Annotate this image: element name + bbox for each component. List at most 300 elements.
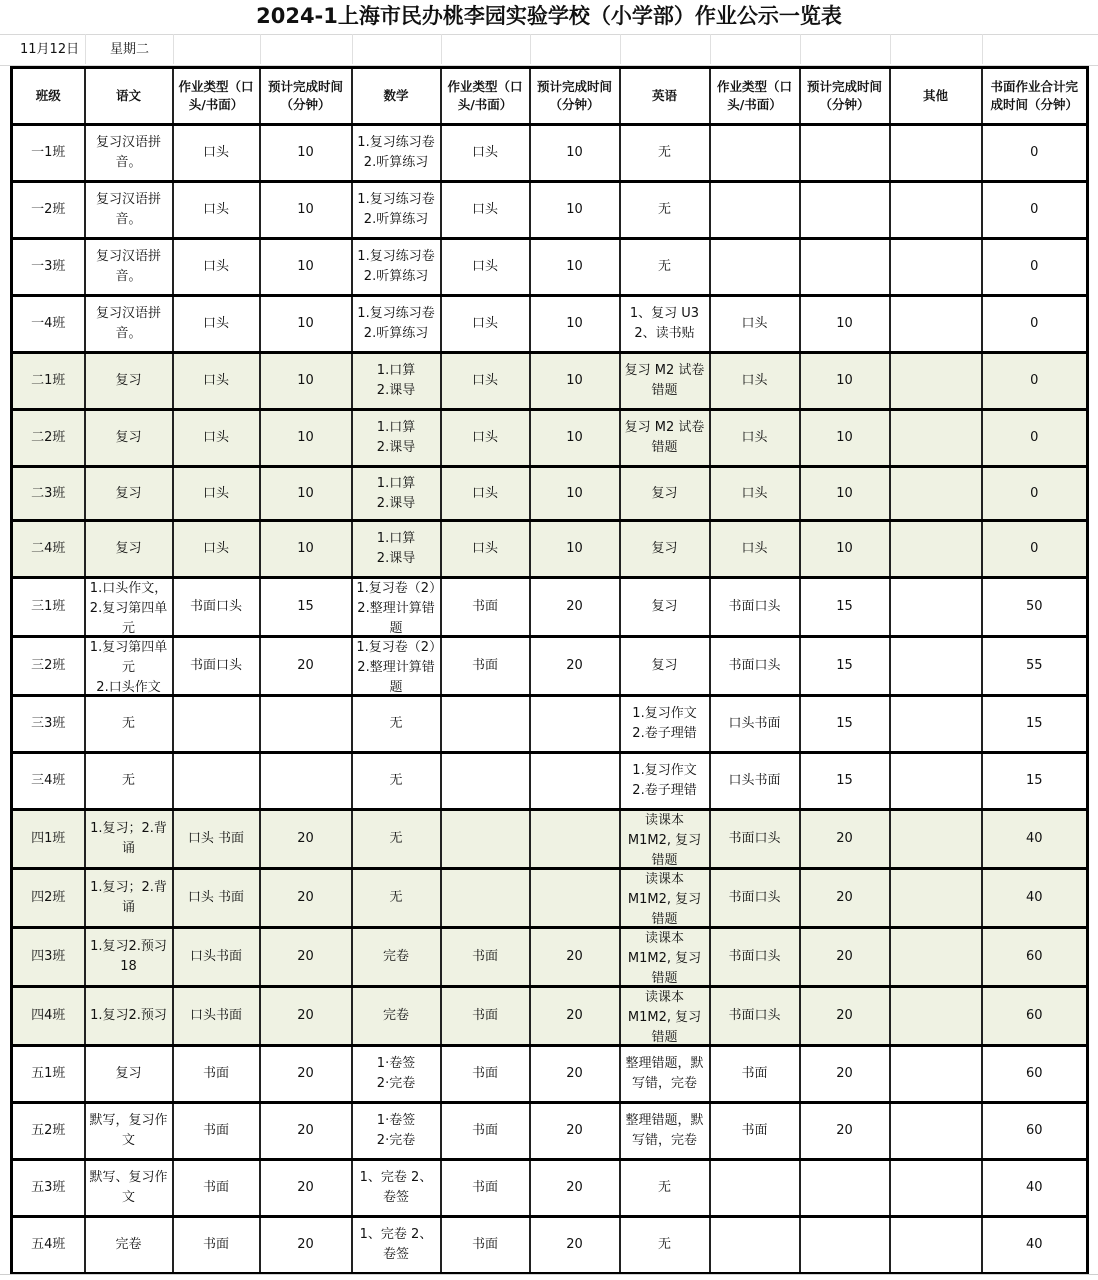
table-row [12, 1046, 1088, 1103]
math-type-cell [441, 239, 530, 296]
chinese-cell-text: 默写、复习作文 [89, 1170, 168, 1205]
chinese-type-cell [173, 637, 260, 696]
chinese-type-cell [173, 296, 260, 353]
chinese-time-cell-text: 10 [297, 485, 314, 501]
english-cell [620, 753, 710, 810]
math-cell-text: 1·卷签 2·完卷 [376, 1113, 416, 1148]
header-cell: 其他 [890, 68, 982, 125]
chinese-type-cell [173, 869, 260, 928]
table-row [12, 810, 1088, 869]
math-type-cell [441, 467, 530, 521]
english-time-cell [800, 296, 890, 353]
class-cell [12, 578, 85, 637]
chinese-time-cell [260, 1046, 352, 1103]
total-time-cell-text: 15 [1025, 773, 1043, 788]
english-type-cell [710, 928, 800, 987]
math-time-cell [530, 696, 620, 753]
math-time-cell [530, 1103, 620, 1160]
class-cell [12, 637, 85, 696]
date-row [0, 34, 1098, 66]
other-cell [890, 239, 982, 296]
english-time-cell-text: 20 [836, 1066, 853, 1081]
class-cell [12, 296, 85, 353]
english-time-cell-text: 15 [836, 716, 853, 731]
math-cell-text: 1.复习练习卷 2.听算练习 [357, 249, 435, 284]
chinese-time-cell-text: 10 [297, 541, 314, 556]
chinese-cell [85, 467, 173, 521]
chinese-cell-text: 复习汉语拼音。 [95, 306, 161, 341]
other-cell [890, 810, 982, 869]
english-cell [620, 239, 710, 296]
total-time-cell [982, 637, 1088, 696]
chinese-time-cell [260, 810, 352, 869]
chinese-type-cell-text: 口头 [202, 373, 229, 388]
chinese-time-cell-text: 10 [297, 202, 314, 217]
math-cell [352, 182, 441, 239]
english-time-cell [800, 578, 890, 637]
table-row [12, 1217, 1088, 1274]
english-cell-text: 复习 [651, 485, 678, 501]
total-time-cell [982, 296, 1088, 353]
date-cell: 11月12日 [20, 42, 80, 57]
table-row [12, 1103, 1088, 1160]
math-time-cell [530, 353, 620, 410]
other-cell [890, 869, 982, 928]
english-cell-text: 整理错题，默写错，完卷 [625, 1056, 704, 1091]
math-time-cell [530, 753, 620, 810]
math-time-cell [530, 296, 620, 353]
math-cell-text: 1、完卷 2、卷签 [359, 1227, 433, 1262]
total-time-cell [982, 987, 1088, 1046]
sheet-title: 2024-1上海市民办桃李园实验学校（小学部）作业公示一览表 [256, 4, 842, 28]
chinese-time-cell [260, 1103, 352, 1160]
english-time-cell-text: 10 [836, 316, 853, 331]
math-cell-text: 1、完卷 2、卷签 [359, 1170, 433, 1205]
class-cell-text: 三3班 [31, 716, 66, 731]
math-type-cell-text: 书面 [471, 599, 498, 614]
math-type-cell-text: 口头 [471, 430, 498, 445]
math-type-cell-text: 口头 [471, 202, 498, 217]
english-type-cell [710, 239, 800, 296]
english-cell [620, 182, 710, 239]
math-time-cell-text: 20 [566, 1008, 583, 1023]
english-type-cell-text: 书面口头 [728, 831, 781, 846]
chinese-type-cell [173, 467, 260, 521]
math-type-cell [441, 521, 530, 578]
table-row [12, 125, 1088, 182]
english-type-cell [710, 696, 800, 753]
english-time-cell [800, 239, 890, 296]
math-cell-text: 无 [389, 716, 403, 731]
chinese-cell-text: 无 [121, 773, 135, 788]
total-time-cell [982, 1217, 1088, 1274]
chinese-time-cell-text: 20 [297, 658, 314, 673]
math-cell [352, 521, 441, 578]
chinese-type-cell [173, 239, 260, 296]
chinese-type-cell [173, 1160, 260, 1217]
header-cell: 预计完成时间（分钟） [800, 68, 890, 125]
class-cell [12, 1046, 85, 1103]
english-cell [620, 578, 710, 637]
math-type-cell [441, 696, 530, 753]
class-cell [12, 467, 85, 521]
table-row [12, 353, 1088, 410]
table-row [12, 296, 1088, 353]
class-cell-text: 二1班 [31, 373, 66, 388]
english-cell-text: 无 [657, 259, 671, 274]
table-row [12, 521, 1088, 578]
english-cell-text: 读课本 M1M2, 复习错题 [627, 813, 702, 867]
chinese-time-cell-text: 10 [297, 373, 314, 388]
math-time-cell-text: 20 [566, 1066, 583, 1081]
chinese-time-cell [260, 239, 352, 296]
total-time-cell [982, 1103, 1088, 1160]
class-cell [12, 753, 85, 810]
english-time-cell-text: 10 [836, 430, 853, 445]
class-cell-text: 四3班 [31, 949, 66, 964]
chinese-time-cell-text: 10 [297, 430, 314, 445]
chinese-type-cell-text: 书面 [202, 1180, 229, 1195]
math-type-cell-text: 口头 [471, 259, 498, 274]
class-cell-text: 五1班 [31, 1066, 66, 1081]
math-type-cell [441, 1160, 530, 1217]
english-type-cell [710, 1160, 800, 1217]
chinese-cell [85, 1217, 173, 1274]
class-cell [12, 696, 85, 753]
total-time-cell-text: 40 [1025, 1237, 1043, 1252]
english-type-cell [710, 578, 800, 637]
total-time-cell-text: 0 [1030, 316, 1039, 331]
math-cell [352, 753, 441, 810]
chinese-cell [85, 810, 173, 869]
math-type-cell-text: 口头 [471, 316, 498, 331]
table-row [12, 987, 1088, 1046]
class-cell [12, 410, 85, 467]
english-time-cell [800, 1160, 890, 1217]
english-time-cell [800, 521, 890, 578]
math-type-cell [441, 987, 530, 1046]
english-time-cell-text: 10 [836, 541, 853, 556]
english-cell [620, 521, 710, 578]
english-type-cell [710, 410, 800, 467]
chinese-cell [85, 869, 173, 928]
chinese-cell-text: 无 [121, 716, 135, 731]
english-type-cell-text: 口头 [741, 430, 768, 445]
chinese-cell-text: 1.复习；2.背诵 [90, 821, 167, 856]
class-cell-text: 二4班 [31, 541, 66, 556]
english-time-cell [800, 987, 890, 1046]
chinese-type-cell [173, 928, 260, 987]
math-type-cell-text: 书面 [471, 658, 498, 673]
chinese-time-cell [260, 928, 352, 987]
total-time-cell [982, 578, 1088, 637]
math-cell [352, 239, 441, 296]
chinese-time-cell [260, 467, 352, 521]
total-time-cell [982, 696, 1088, 753]
chinese-cell [85, 637, 173, 696]
total-time-cell-text: 0 [1030, 485, 1039, 501]
english-type-cell-text: 书面口头 [728, 1008, 781, 1023]
class-cell [12, 182, 85, 239]
english-type-cell-text: 口头 [741, 373, 768, 388]
chinese-type-cell [173, 1103, 260, 1160]
math-cell-text: 完卷 [382, 949, 409, 964]
math-time-cell [530, 987, 620, 1046]
math-time-cell-text: 20 [566, 1180, 583, 1195]
total-time-cell-text: 0 [1030, 259, 1039, 274]
table-row [12, 696, 1088, 753]
chinese-cell-text: 1.复习2.预习 [90, 1008, 167, 1023]
class-cell [12, 928, 85, 987]
chinese-time-cell-text: 15 [297, 599, 314, 614]
english-cell [620, 1160, 710, 1217]
math-cell-text: 1.复习卷（2）2.整理计算错题 [356, 581, 436, 635]
math-time-cell-text: 20 [566, 1123, 583, 1138]
chinese-cell-text: 复习汉语拼音。 [95, 135, 161, 170]
english-cell-text: 复习 [651, 599, 678, 614]
english-type-cell-text: 口头书面 [728, 773, 781, 788]
chinese-type-cell-text: 书面 [202, 1123, 229, 1138]
english-type-cell [710, 353, 800, 410]
english-cell [620, 296, 710, 353]
english-type-cell-text: 书面口头 [728, 890, 781, 905]
class-cell [12, 521, 85, 578]
weekday-cell: 星期二 [110, 42, 150, 57]
english-time-cell [800, 637, 890, 696]
english-cell-text: 读课本 M1M2, 复习错题 [627, 872, 702, 926]
english-type-cell-text: 口头书面 [728, 716, 781, 731]
chinese-cell-text: 复习 [115, 541, 142, 556]
english-time-cell-text: 15 [836, 773, 853, 788]
english-type-cell [710, 1217, 800, 1274]
math-type-cell-text: 书面 [471, 1237, 498, 1252]
class-cell-text: 一4班 [31, 316, 66, 331]
math-type-cell [441, 637, 530, 696]
table-row [12, 182, 1088, 239]
other-cell [890, 353, 982, 410]
english-time-cell [800, 125, 890, 182]
chinese-cell [85, 753, 173, 810]
class-cell [12, 1103, 85, 1160]
english-type-cell [710, 987, 800, 1046]
english-time-cell-text: 10 [836, 373, 853, 388]
header-cell: 作业类型（口头/书面） [710, 68, 800, 125]
math-time-cell-text: 20 [566, 658, 583, 673]
math-cell [352, 810, 441, 869]
total-time-cell [982, 353, 1088, 410]
chinese-type-cell [173, 182, 260, 239]
total-time-cell-text: 40 [1025, 831, 1043, 846]
other-cell [890, 521, 982, 578]
chinese-cell [85, 521, 173, 578]
table-row [12, 410, 1088, 467]
english-time-cell [800, 753, 890, 810]
math-type-cell [441, 182, 530, 239]
math-type-cell [441, 410, 530, 467]
chinese-type-cell [173, 1046, 260, 1103]
chinese-cell [85, 987, 173, 1046]
total-time-cell-text: 55 [1025, 658, 1043, 673]
other-cell [890, 296, 982, 353]
math-cell-text: 1.复习练习卷 2.听算练习 [357, 306, 435, 341]
math-time-cell-text: 20 [566, 599, 583, 614]
chinese-type-cell [173, 410, 260, 467]
chinese-cell [85, 1103, 173, 1160]
math-time-cell-text: 10 [566, 145, 583, 160]
math-cell [352, 1160, 441, 1217]
math-time-cell [530, 125, 620, 182]
table-row [12, 467, 1088, 521]
math-cell [352, 1046, 441, 1103]
math-cell [352, 1103, 441, 1160]
chinese-time-cell [260, 410, 352, 467]
total-time-cell [982, 869, 1088, 928]
math-cell [352, 987, 441, 1046]
table-row [12, 239, 1088, 296]
chinese-cell [85, 125, 173, 182]
total-time-cell [982, 928, 1088, 987]
chinese-time-cell [260, 296, 352, 353]
total-time-cell-text: 0 [1030, 541, 1039, 556]
chinese-time-cell [260, 353, 352, 410]
math-cell-text: 1.复习练习卷 2.听算练习 [357, 135, 435, 170]
other-cell [890, 753, 982, 810]
other-cell [890, 637, 982, 696]
total-time-cell-text: 40 [1025, 890, 1043, 905]
math-type-cell [441, 753, 530, 810]
chinese-type-cell-text: 口头书面 [189, 1008, 242, 1023]
chinese-type-cell [173, 987, 260, 1046]
chinese-type-cell-text: 口头 [202, 430, 229, 445]
header-cell: 作业类型（口头/书面） [441, 68, 530, 125]
other-cell [890, 1160, 982, 1217]
other-cell [890, 410, 982, 467]
header-cell: 预计完成时间（分钟） [530, 68, 620, 125]
english-time-cell-text: 20 [836, 949, 853, 964]
english-cell-text: 复习 [651, 541, 678, 556]
total-time-cell-text: 60 [1025, 949, 1043, 964]
total-time-cell-text: 60 [1025, 1008, 1043, 1023]
chinese-cell-text: 1.复习2.预习18 [90, 939, 167, 974]
math-time-cell [530, 1046, 620, 1103]
chinese-cell [85, 578, 173, 637]
english-type-cell-text: 书面 [741, 1066, 768, 1081]
english-cell-text: 无 [657, 145, 671, 160]
chinese-type-cell-text: 书面 [202, 1237, 229, 1252]
class-cell [12, 869, 85, 928]
total-time-cell [982, 1160, 1088, 1217]
chinese-type-cell-text: 口头 书面 [187, 890, 245, 905]
english-cell [620, 410, 710, 467]
math-time-cell [530, 810, 620, 869]
class-cell [12, 1160, 85, 1217]
math-type-cell-text: 书面 [471, 949, 498, 964]
other-cell [890, 1103, 982, 1160]
math-time-cell-text: 10 [566, 430, 583, 445]
chinese-type-cell-text: 口头 [202, 259, 229, 274]
class-cell-text: 四4班 [31, 1008, 66, 1023]
header-cell: 书面作业合计完成时间（分钟） [982, 68, 1088, 125]
math-time-cell-text: 10 [566, 373, 583, 388]
math-cell [352, 696, 441, 753]
chinese-type-cell-text: 书面口头 [189, 599, 242, 614]
chinese-time-cell-text: 20 [297, 1066, 314, 1081]
math-cell-text: 1.口算 2.课导 [376, 420, 416, 455]
chinese-cell [85, 296, 173, 353]
chinese-type-cell-text: 书面 [202, 1066, 229, 1081]
math-cell [352, 869, 441, 928]
english-cell-text: 1.复习作文 2.卷子理错 [632, 763, 697, 798]
class-cell [12, 1217, 85, 1274]
chinese-time-cell [260, 125, 352, 182]
total-time-cell [982, 1046, 1088, 1103]
english-time-cell [800, 928, 890, 987]
chinese-type-cell [173, 1217, 260, 1274]
english-cell [620, 810, 710, 869]
class-cell-text: 一3班 [31, 259, 66, 274]
chinese-cell [85, 410, 173, 467]
other-cell [890, 578, 982, 637]
english-type-cell-text: 书面口头 [728, 658, 781, 673]
english-cell-text: 无 [657, 1237, 671, 1252]
english-cell [620, 125, 710, 182]
english-cell [620, 353, 710, 410]
chinese-type-cell-text: 口头 [202, 485, 229, 501]
math-time-cell [530, 928, 620, 987]
class-cell-text: 二2班 [31, 430, 66, 445]
math-time-cell [530, 1217, 620, 1274]
math-time-cell-text: 20 [566, 949, 583, 964]
english-time-cell [800, 182, 890, 239]
math-time-cell [530, 239, 620, 296]
english-type-cell-text: 书面口头 [728, 599, 781, 614]
chinese-type-cell-text: 口头 书面 [187, 831, 245, 846]
math-time-cell-text: 20 [566, 1237, 583, 1252]
other-cell [890, 467, 982, 521]
chinese-type-cell [173, 696, 260, 753]
english-type-cell-text: 口头 [741, 541, 768, 556]
math-time-cell [530, 521, 620, 578]
english-time-cell [800, 869, 890, 928]
math-time-cell [530, 578, 620, 637]
chinese-time-cell-text: 10 [297, 259, 314, 274]
total-time-cell-text: 60 [1025, 1066, 1043, 1081]
math-type-cell [441, 353, 530, 410]
header-cell: 数学 [352, 68, 441, 125]
english-cell-text: 复习 M2 试卷错题 [624, 420, 705, 455]
math-type-cell [441, 578, 530, 637]
total-time-cell-text: 0 [1030, 145, 1039, 160]
english-cell-text: 复习 M2 试卷错题 [624, 363, 705, 398]
class-cell-text: 一1班 [31, 145, 66, 160]
english-type-cell [710, 869, 800, 928]
chinese-time-cell [260, 578, 352, 637]
math-cell-text: 无 [389, 831, 403, 846]
total-time-cell [982, 239, 1088, 296]
total-time-cell [982, 410, 1088, 467]
total-time-cell-text: 15 [1025, 716, 1043, 731]
class-cell-text: 二3班 [31, 485, 66, 501]
math-time-cell-text: 10 [566, 316, 583, 331]
english-cell [620, 928, 710, 987]
header-cell: 预计完成时间（分钟） [260, 68, 352, 125]
english-cell-text: 整理错题，默写错，完卷 [625, 1113, 704, 1148]
chinese-time-cell [260, 1217, 352, 1274]
chinese-type-cell-text: 口头 [202, 541, 229, 556]
chinese-time-cell-text: 20 [297, 1008, 314, 1023]
english-type-cell-text: 书面口头 [728, 949, 781, 964]
class-cell-text: 三4班 [31, 773, 66, 788]
